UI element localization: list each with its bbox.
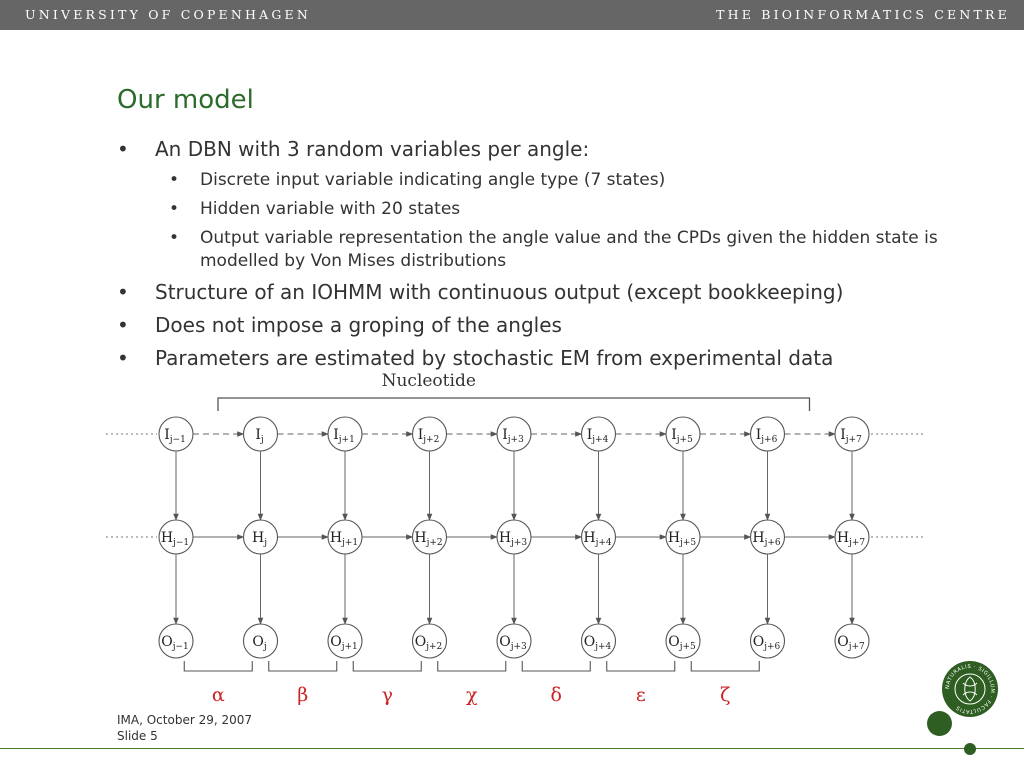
bullet-dot-icon: • bbox=[169, 199, 180, 219]
sub-bullet-text: Hidden variable with 20 states bbox=[200, 199, 461, 219]
angle-label: δ bbox=[550, 684, 562, 706]
input-node-label: $I_{j+6}$ bbox=[755, 427, 778, 445]
centre-name: THE BIOINFORMATICS CENTRE bbox=[716, 7, 1010, 22]
input-node-label: $I_{j+4}$ bbox=[586, 427, 609, 445]
angle-label: ε bbox=[635, 684, 646, 706]
output-node-label: $O_{j+1}$ bbox=[330, 634, 358, 652]
bullet-dot-icon: • bbox=[169, 170, 180, 190]
bullet-dot-icon: • bbox=[169, 228, 180, 248]
bullet-dot-icon: • bbox=[117, 346, 129, 370]
sub-bullet-item bbox=[117, 169, 997, 192]
angle-label: ζ bbox=[720, 684, 731, 706]
header-bar bbox=[0, 0, 1024, 30]
bullet-text: Parameters are estimated by stochastic EM from experimental data bbox=[155, 346, 834, 370]
input-node-label: $I_{j+1}$ bbox=[333, 427, 355, 445]
hidden-node-label: $H_{j+1}$ bbox=[329, 530, 359, 548]
angle-group-bracket bbox=[691, 661, 759, 671]
hidden-node-label: $H_{j+6}$ bbox=[752, 530, 781, 548]
angle-group-bracket bbox=[353, 661, 421, 671]
angle-label: γ bbox=[381, 684, 393, 706]
bullet-item bbox=[117, 312, 997, 338]
input-node-label: $I_{j-1}$ bbox=[164, 427, 186, 445]
bullet-dot-icon: • bbox=[117, 280, 129, 304]
bullet-list bbox=[117, 136, 997, 378]
input-node-label: $I_{j+5}$ bbox=[671, 427, 693, 445]
angle-group-bracket bbox=[269, 661, 337, 671]
output-node-label: $O_{j+2}$ bbox=[414, 634, 443, 652]
hidden-node-label: $H_{j+4}$ bbox=[583, 530, 612, 548]
sub-bullet-text: Discrete input variable indicating angle type (7 states) bbox=[200, 170, 666, 190]
hidden-node-label: $H_{j-1}$ bbox=[160, 530, 190, 548]
output-node-label: $O_{j-1}$ bbox=[161, 634, 189, 652]
nucleotide-label: Nucleotide bbox=[381, 371, 476, 391]
hidden-node-label: $H_{j+2}$ bbox=[414, 530, 443, 548]
output-node-label: $O_j$ bbox=[252, 634, 267, 652]
angle-label: α bbox=[211, 684, 225, 706]
dbn-diagram bbox=[100, 365, 930, 715]
slide-number: Slide 5 bbox=[117, 729, 158, 743]
hidden-node-label: $H_{j+3}$ bbox=[498, 530, 528, 548]
sub-bullet-item bbox=[117, 198, 997, 221]
hidden-node-label: $H_{j+7}$ bbox=[836, 530, 866, 548]
input-node-label: $I_{j+2}$ bbox=[417, 427, 440, 445]
angle-group-bracket bbox=[184, 661, 252, 671]
angle-group-bracket bbox=[607, 661, 675, 671]
input-node-label: $I_{j+7}$ bbox=[840, 427, 862, 445]
sub-bullet-text: Output variable representation the angle value and the CPDs given the hidden state is modelled by Von Mises distributions bbox=[200, 228, 938, 271]
angle-group-bracket bbox=[438, 661, 506, 671]
output-node-label: $O_{j+5}$ bbox=[668, 634, 696, 652]
bullet-item bbox=[117, 136, 997, 162]
hidden-node-label: $H_{j+5}$ bbox=[667, 530, 697, 548]
bullet-dot-icon: • bbox=[117, 137, 129, 161]
angle-label: χ bbox=[465, 684, 478, 706]
footer-rule bbox=[0, 748, 1024, 749]
bullet-text: Structure of an IOHMM with continuous output (except bookkeeping) bbox=[155, 280, 844, 304]
bullet-text: An DBN with 3 random variables per angle: bbox=[155, 137, 590, 161]
bullet-dot-icon: • bbox=[117, 313, 129, 337]
bullet-text: Does not impose a groping of the angles bbox=[155, 313, 562, 337]
footer-date: IMA, October 29, 2007 bbox=[117, 713, 253, 727]
slide-footer bbox=[117, 712, 252, 744]
decorative-dot-large bbox=[927, 711, 952, 736]
seal-text: NATURALIS · SIGILLUM · FACULTATIS bbox=[944, 663, 996, 715]
nucleotide-bracket bbox=[218, 398, 810, 411]
bullet-item bbox=[117, 279, 997, 305]
university-seal-icon bbox=[941, 660, 999, 718]
decorative-dot-small bbox=[964, 743, 976, 755]
slide-title: Our model bbox=[117, 85, 254, 115]
output-node-label: $O_{j+4}$ bbox=[583, 634, 612, 652]
input-node-label: $I_{j+3}$ bbox=[502, 427, 524, 445]
output-node-label: $O_{j+7}$ bbox=[837, 634, 865, 652]
university-name: UNIVERSITY OF COPENHAGEN bbox=[25, 7, 311, 22]
output-node-label: $O_{j+6}$ bbox=[752, 634, 781, 652]
sub-bullet-item bbox=[117, 227, 997, 273]
input-node-label: $I_j$ bbox=[255, 427, 264, 445]
angle-group-bracket bbox=[522, 661, 590, 671]
hidden-node-label: $H_j$ bbox=[251, 530, 268, 548]
output-node-label: $O_{j+3}$ bbox=[499, 634, 527, 652]
angle-label: β bbox=[297, 684, 309, 706]
